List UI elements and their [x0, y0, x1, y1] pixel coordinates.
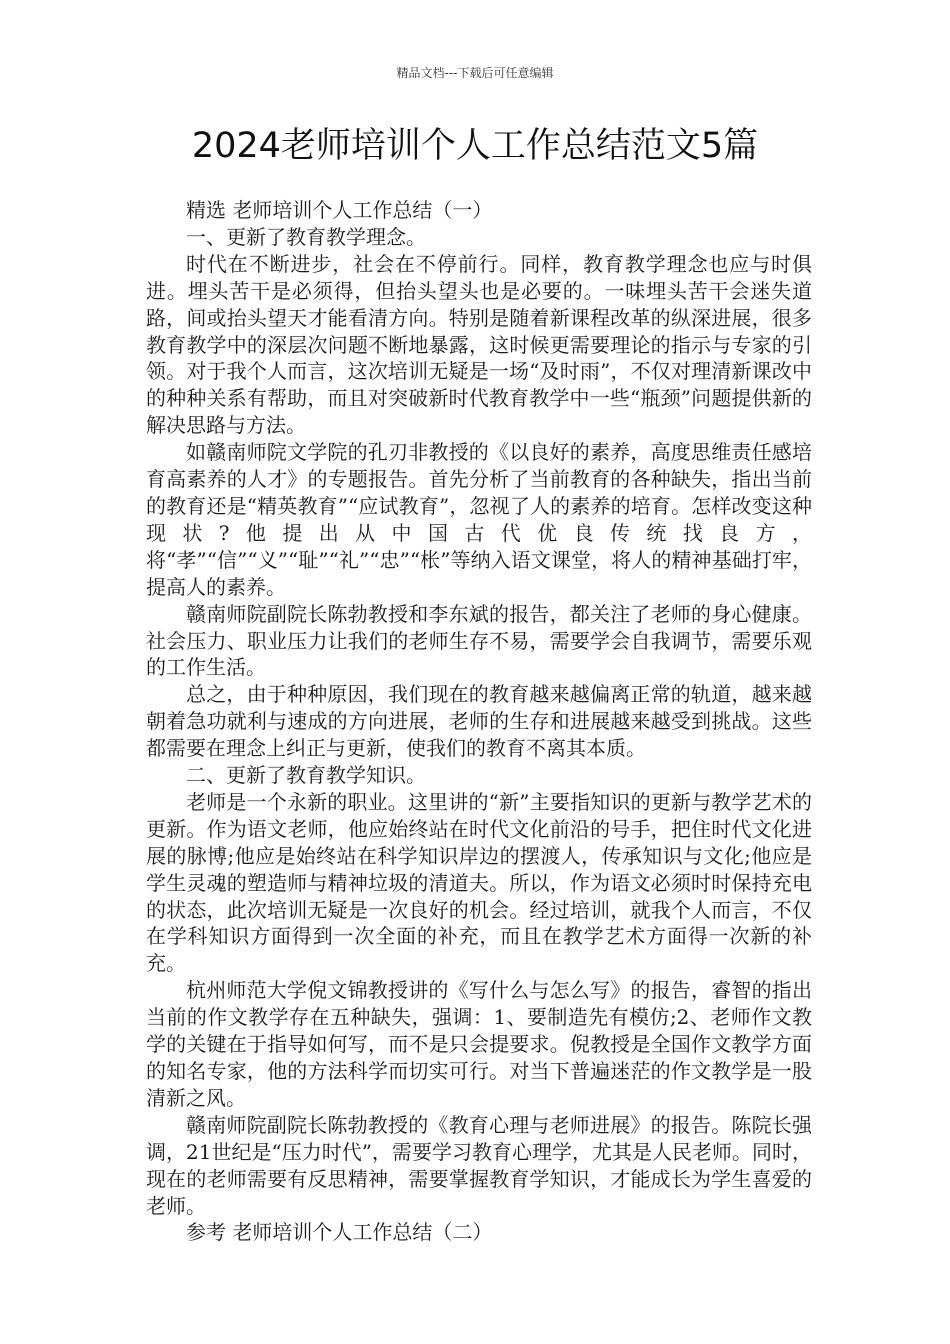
document-body: [146, 197, 812, 1246]
body-paragraph: 杭州师范大学倪文锦教授讲的《写什么与怎么写》的报告，睿智的指出当前的作文教学存在五种缺失，强调：1、要制造先有模仿;2、老师作文教学的关键在于指导如何写，而不是只会提要求。倪教授是全国作文教学方面的知名专家，他的方法科学而切实可行。对当下普遍迷茫的作文教学是一股清新之风。: [146, 978, 812, 1110]
body-paragraph: 总之，由于种种原因，我们现在的教育越来越偏离正常的轨道，越来越朝着急功就利与速成的方向进展，老师的生存和进展越来越受到挑战。这些都需要在理念上纠正与更新，使我们的教育不离其本质。: [146, 682, 812, 761]
subheading-2: 二、更新了教育教学知识。: [186, 763, 426, 788]
body-paragraph: 时代在不断进步，社会在不停前行。同样，教育教学理念也应与时俱进。埋头苦干是必须得，但抬头望头也是必要的。一味埋头苦干会迷失道路，间或抬头望天才能看清方向。特别是随着新课程改革的纵深进展，很多教育教学中的深层次问题不断地暴露，这时候更需要理论的指示与专家的引领。对于我个人而言，这次培训无疑是一场“及时雨”，不仅对理清新课改中的种种关系有帮助，而且对突破新时代教育教学中一些“瓶颈”问题提供新的解决思路与方法。: [146, 251, 812, 438]
subheading-1: 一、更新了教育教学理念。: [186, 224, 426, 249]
body-paragraph: 老师是一个永新的职业。这里讲的“新”主要指知识的更新与教学艺术的更新。作为语文老师，他应始终站在时代文化前沿的号手，把住时代文化进展的脉博;他应是始终站在科学知识岸边的摆渡人，传承知识与文化;他应是学生灵魂的塑造师与精神垃圾的清道夫。所以，作为语文必须时时保持充电的状态，此次培训无疑是一次良好的机会。经过培训，就我个人而言，不仅在学科知识方面得到一次全面的补充，而且在教学艺术方面得一次新的补充。: [146, 789, 812, 976]
page-header-note: 精品文档---下载后可任意编辑: [396, 66, 554, 80]
body-paragraph: 如赣南师院文学院的孔刃非教授的《以良好的素养，高度思维责任感培育高素养的人才》的专题报告。首先分析了当前教育的各种缺失，指出当前的教育还是“精英教育”“应试教育”，忽视了人的素养的培育。怎样改变这种现状?他提出从中国古代优良传统找良方，将“孝”“信”“义”“耻”“礼”“忠”“枨”等纳入语文课堂，将人的精神基础打牢，提高人的素养。: [146, 440, 812, 599]
section-heading-1: 精选 老师培训个人工作总结（一）: [186, 198, 493, 222]
body-paragraph: 赣南师院副院长陈勃教授的《教育心理与老师进展》的报告。陈院长强调，21世纪是“压力时代”，需要学习教育心理学，尤其是人民老师。同时，现在的老师需要有反思精神，需要掌握教育学知识，才能成长为学生喜爱的老师。: [146, 1112, 812, 1218]
section-heading-2: 参考 老师培训个人工作总结（二）: [186, 1220, 493, 1245]
document-title: 2024老师培训个人工作总结范文5篇: [191, 126, 759, 166]
body-paragraph: 赣南师院副院长陈勃教授和李东斌的报告，都关注了老师的身心健康。社会压力、职业压力让我们的老师生存不易，需要学会自我调节，需要乐观的工作生活。: [146, 601, 812, 680]
